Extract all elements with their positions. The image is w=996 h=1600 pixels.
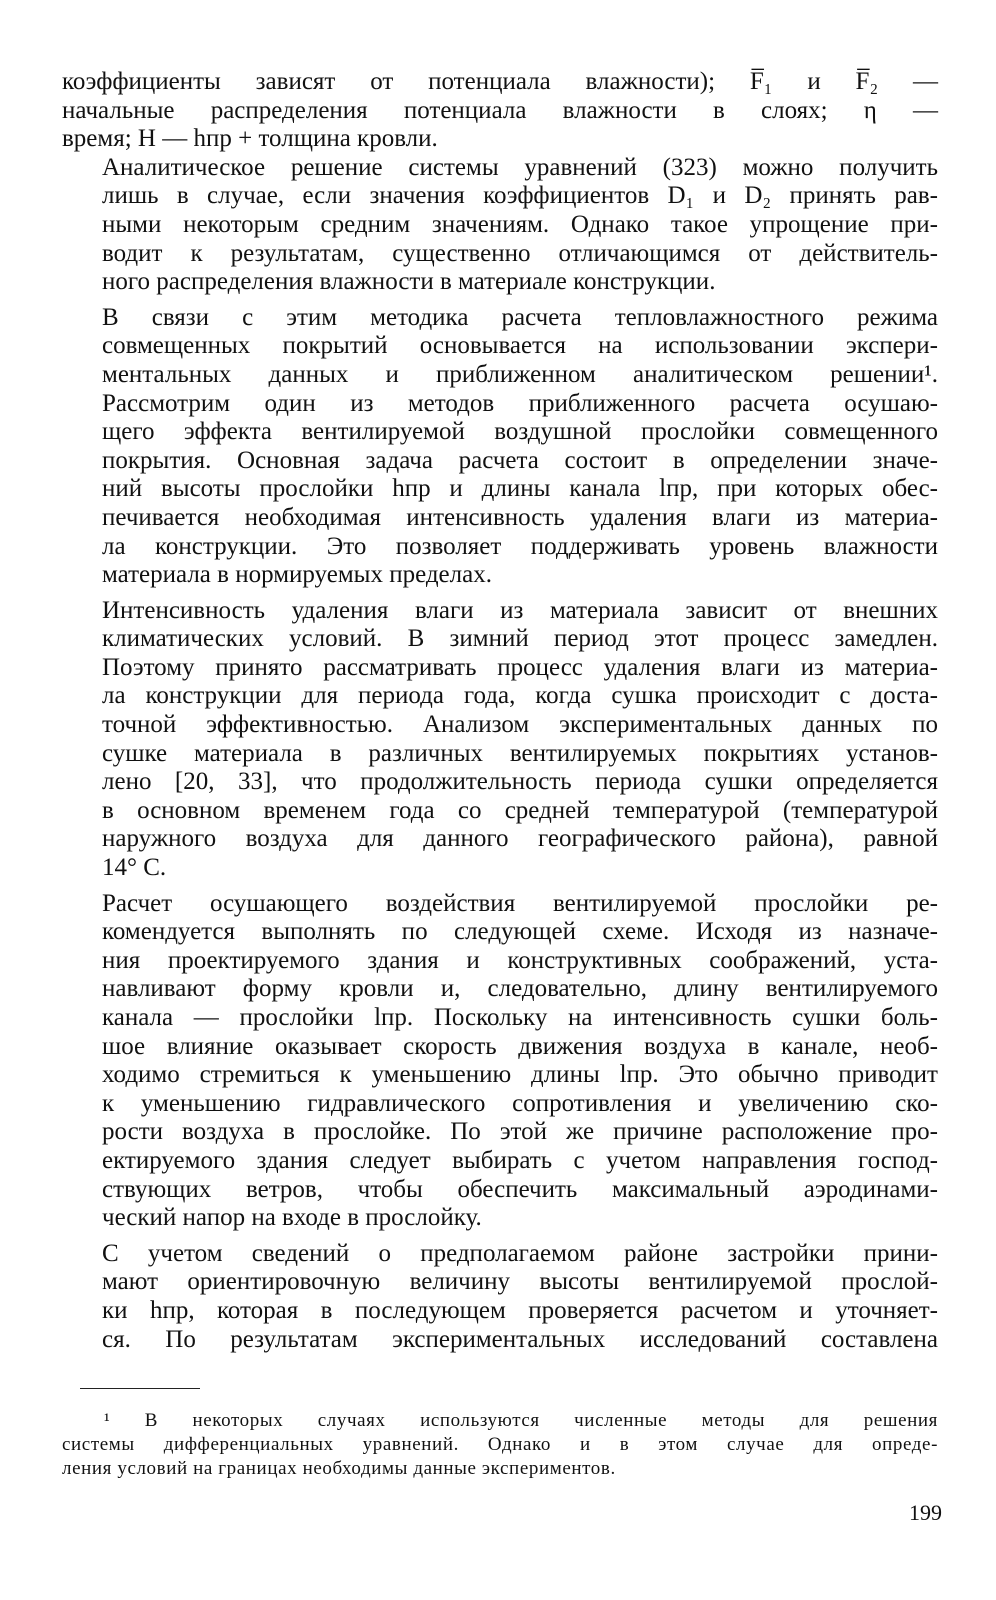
text-line: В связи с этим методика расчета тепловлажностного режима (102, 303, 938, 331)
text-line: точной эффективностью. Анализом экспериментальных данных по (102, 711, 938, 739)
text-line: рости воздуха в прослойке. По этой же причине расположение про- (102, 1118, 938, 1146)
text-line: ния проектируемого здания и конструктивных соображений, уста- (102, 946, 938, 974)
text-line: покрытия. Основная задача расчета состоит в определении значе- (102, 446, 938, 474)
paragraph-analytical-solution (62, 154, 938, 297)
text-line: ла конструкции. Это позволяет поддерживать уровень влажности (102, 532, 938, 560)
paragraph-drying-intensity (62, 597, 938, 883)
footnote-divider (80, 1388, 200, 1389)
text-line: ходимо стремиться к уменьшению длины lпр. Это обычно приводит (102, 1061, 938, 1089)
text-line: Интенсивность удаления влаги из материала зависит от внешних (102, 596, 938, 624)
text-line: материала в нормируемых пределах. (102, 561, 492, 589)
text-line: мают ориентировочную величину высоты вентилируемой прослой- (102, 1268, 938, 1296)
paragraph-method (62, 304, 938, 390)
text-line: Поэтому принято рассматривать процесс удаления влаги из материа- (102, 653, 938, 681)
text-line: время; H — hпр + толщина кровли. (62, 125, 438, 153)
footnote-line: ¹ В некоторых случаях используются численные методы для решения (104, 1410, 938, 1431)
text-line: лено [20, 33], что продолжительность периода сушки определяется (102, 768, 938, 796)
text-line: ными некоторым средним значениям. Однако такое упрощение при- (102, 210, 938, 238)
text-line: щего эффекта вентилируемой воздушной прослойки совмещенного (102, 418, 938, 446)
text-line: 14° С. (102, 854, 167, 882)
paragraph-calculation-scheme (62, 890, 938, 1233)
page-body (62, 68, 938, 1354)
paragraph-calculation-task (62, 390, 938, 590)
paragraph-continuation (62, 68, 938, 154)
text-line: ческий напор на входе в прослойку. (102, 1204, 482, 1232)
text-line: в основном временем года со средней температурой (температурой (102, 796, 938, 824)
text-line: ментальных данных и приближенном аналитическом решении¹. (102, 360, 938, 388)
footnote-line: ления условий на границах необходимы данные экспериментов. (62, 1458, 616, 1479)
text-line: ствующих ветров, чтобы обеспечить максимальный аэродинами- (102, 1175, 938, 1203)
footnote (62, 1409, 938, 1481)
text-line: водит к результатам, существенно отличающимся от действитель- (102, 239, 938, 267)
text-line: начальные распределения потенциала влажности в слоях; η — (62, 96, 938, 124)
text-line: Расчет осушающего воздействия вентилируемой прослойки ре- (102, 889, 938, 917)
footnote-line: системы дифференциальных уравнений. Однако и в этом случае для опреде- (62, 1434, 938, 1455)
text-line: к уменьшению гидравлического сопротивления и увеличению ско- (102, 1089, 938, 1117)
text-line: ки hпр, которая в последующем проверяется расчетом и уточняет- (102, 1296, 938, 1324)
paragraph-region-data (62, 1240, 938, 1354)
text-line: ного распределения влажности в материале конструкции. (102, 268, 716, 296)
text-line: наружного воздуха для данного географического района), равной (102, 825, 938, 853)
text-line: ся. По результатам экспериментальных исследований составлена (102, 1325, 938, 1353)
text-line: ла конструкции для периода года, когда сушка происходит с доста- (102, 682, 938, 710)
page-number: 199 (909, 1500, 942, 1525)
text-line: печивается необходимая интенсивность удаления влаги из материа- (102, 503, 938, 531)
text-line: С учетом сведений о предполагаемом районе застройки прини- (102, 1239, 938, 1267)
text-line: комендуется выполнять по следующей схеме. Исходя из назначе- (102, 918, 938, 946)
text-line: лишь в случае, если значения коэффициентов D₁ и D₂ принять рав- (102, 182, 938, 210)
text-line: ектируемого здания следует выбирать с учетом направления господ- (102, 1146, 938, 1174)
text-line: совмещенных покрытий основывается на использовании экспери- (102, 332, 938, 360)
text-line: шое влияние оказывает скорость движения воздуха в канале, необ- (102, 1032, 938, 1060)
text-line: ний высоты прослойки hпр и длины канала lпр, при которых обес- (102, 475, 938, 503)
text-line: климатических условий. В зимний период этот процесс замедлен. (102, 625, 938, 653)
text-line: Рассмотрим один из методов приближенного расчета осушаю- (102, 389, 938, 417)
text-line: сушке материала в различных вентилируемых покрытиях установ- (102, 739, 938, 767)
text-line: канала — прослойки lпр. Поскольку на интенсивность сушки боль- (102, 1004, 938, 1031)
text-line: коэффициенты зависят от потенциала влажности); F̅₁ и F̅₂ — (62, 68, 938, 95)
text-line: навливают форму кровли и, следовательно, длину вентилируемого (102, 975, 938, 1003)
text-line: Аналитическое решение системы уравнений (323) можно получить (102, 153, 938, 181)
